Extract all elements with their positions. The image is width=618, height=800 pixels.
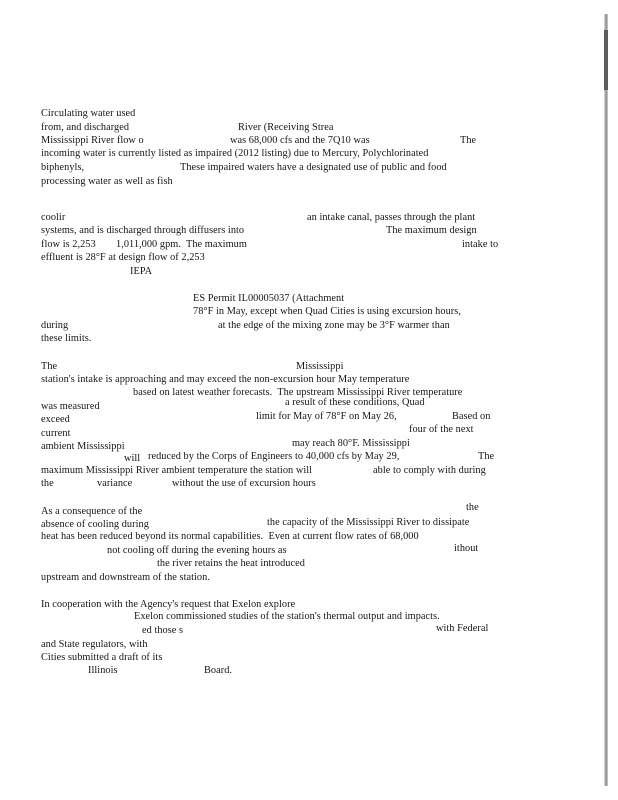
text-line: exceed	[41, 414, 70, 425]
text-line: was measured	[41, 401, 100, 412]
text-line: at the edge of the mixing zone may be 3°F warmer than	[218, 320, 450, 331]
text-line: The maximum design	[386, 225, 477, 236]
scan-edge-mark	[604, 30, 608, 90]
text-line: ithout	[454, 543, 479, 554]
text-line: without the use of excursion hours	[172, 478, 316, 489]
text-line: four of the next	[409, 424, 474, 435]
text-line: 78°F in May, except when Quad Cities is using excursion hours,	[193, 306, 461, 317]
text-line: The	[41, 361, 58, 372]
text-line: and State regulators, with	[41, 639, 148, 650]
text-line: station's intake is approaching and may exceed the non-excursion hour May temperature	[41, 374, 410, 385]
text-line: these limits.	[41, 333, 92, 344]
text-line: based on latest weather forecasts. The upstream Mississippi River temperature	[133, 387, 463, 398]
text-line: incoming water is currently listed as impaired (2012 listing) due to Mercury, Polychlorinated	[41, 148, 429, 159]
text-line: current	[41, 428, 71, 439]
text-line: ambient Mississippi	[41, 441, 125, 452]
text-line: heat has been reduced beyond its normal capabilities. Even at current flow rates of 68,000	[41, 531, 419, 542]
text-line: effluent is 28°F at design flow of 2,253	[41, 252, 205, 263]
text-line: was 68,000 cfs and the 7Q10 was	[230, 135, 370, 146]
scan-edge-shadow	[604, 14, 608, 786]
text-line: the river retains the heat introduced	[157, 558, 305, 569]
text-line: reduced by the Corps of Engineers to 40,000 cfs by May 29,	[148, 451, 400, 462]
text-line: flow is 2,253	[41, 239, 96, 250]
text-line: Board.	[204, 665, 233, 676]
text-line: from, and discharged	[41, 122, 130, 133]
text-line: Cities submitted a draft of its	[41, 652, 163, 663]
text-line: In cooperation with the Agency's request that Exelon explore	[41, 599, 296, 610]
text-line: a result of these conditions, Quad	[285, 397, 425, 408]
text-line: with Federal	[436, 623, 489, 634]
text-line: during	[41, 320, 69, 331]
text-line: The	[460, 135, 477, 146]
text-line: These impaired waters have a designated use of public and food	[180, 162, 447, 173]
text-line: variance	[97, 478, 133, 489]
text-line: will	[124, 453, 141, 464]
text-line: the capacity of the Mississippi River to dissipate	[267, 517, 470, 528]
text-line: absence of cooling during	[41, 519, 149, 530]
text-line: the	[41, 478, 54, 489]
text-line: able to comply with during	[373, 465, 486, 476]
text-line: not cooling off during the evening hours as	[107, 545, 287, 556]
text-line: ES Permit IL00005037 (Attachment	[193, 293, 345, 304]
text-line: an intake canal, passes through the plant	[307, 212, 476, 223]
text-line: River (Receiving Strea	[238, 122, 334, 133]
text-line: Mississippi River flow o	[41, 135, 144, 146]
text-line: Mississippi	[296, 361, 344, 372]
text-line: maximum Mississippi River ambient temperature the station will	[41, 465, 313, 476]
text-line: Based on	[452, 411, 491, 422]
text-line: biphenyls,	[41, 162, 85, 173]
text-line: intake to	[462, 239, 499, 250]
text-line: limit for May of 78°F on May 26,	[256, 411, 397, 422]
text-line: As a consequence of the	[41, 506, 143, 517]
text-line: Exelon commissioned studies of the station's thermal output and impacts.	[134, 611, 440, 622]
text-line: The	[478, 451, 495, 462]
text-line: may reach 80°F. Mississippi	[292, 438, 410, 449]
text-line: upstream and downstream of the station.	[41, 572, 210, 583]
text-line: the	[466, 502, 479, 513]
text-line: Circulating water used	[41, 108, 136, 119]
text-line: systems, and is discharged through diffusers into	[41, 225, 245, 236]
text-line: processing water as well as fish	[41, 176, 173, 187]
text-line: IEPA	[130, 266, 153, 277]
text-line: coolir	[41, 212, 66, 223]
text-line: Illinois	[88, 665, 118, 676]
text-line: 1,011,000 gpm. The maximum	[116, 239, 247, 250]
text-line: ed those s	[142, 625, 184, 636]
